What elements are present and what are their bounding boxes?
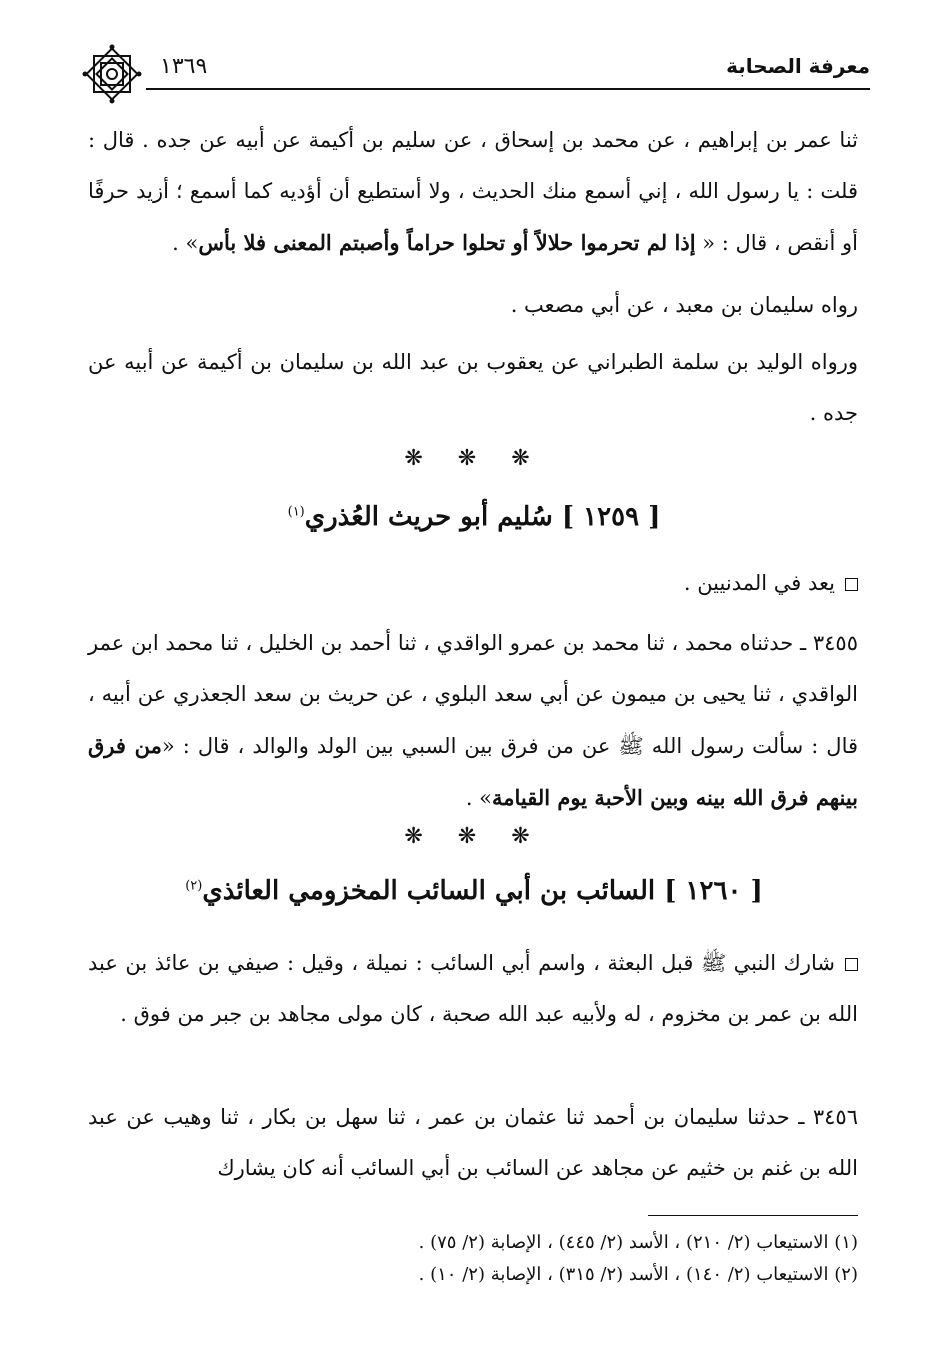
entry-note-text: شارك النبي ﷺ قبل البعثة ، واسم أبي السائب : نميلة ، وقيل : صيفي بن عائذ بن عبد الله بن عمر بن مخزوم ، له ولأبيه عبد الله صحبة ، كان مولى مجاهد بن جبر من فوق . — [88, 951, 858, 1026]
hadith-text: ٣٤٥٥ ـ حدثناه محمد ، ثنا محمد بن عمرو الواقدي ، ثنا أحمد بن الخليل ، ثنا محمد ابن عمر الواقدي ، ثنا يحيى بن ميمون عن أبي سعد البلوي ، عن حريث بن سعد الجعذري عن أبيه ، قال : سألت رسول الله ﷺ عن من فرق بين السبي بين الولد والوالد ، قال : « — [88, 631, 859, 758]
entry-title: [ ١٢٦٠ ] السائب بن أبي السائب المخزومي العائذي — [202, 876, 763, 906]
entry-note-text: يعد في المدنيين . — [683, 571, 835, 595]
running-title: معرفة الصحابة — [726, 54, 870, 78]
entry-note — [88, 938, 858, 1040]
intro-text: ثنا عمر بن إبراهيم ، عن محمد بن إسحاق ، عن سليم بن أكيمة عن أبيه عن جده . قال : قلت : يا رسول الله ، إني أسمع منك الحديث ، ولا أستطيع أن أؤديه كما أسمع ؛ أزيد حرفًا أو أنقص ، قال : « — [88, 128, 858, 255]
page-header — [80, 48, 870, 92]
ornament-icon — [80, 42, 144, 106]
entry-heading-1259 — [0, 502, 948, 532]
footnote-ref: (٢) — [185, 878, 203, 894]
intro-hadith-bold: إذا لم تحرموا حلالاً أو تحلوا حراماً وأصبتم المعنى فلا بأس — [198, 230, 696, 255]
entry-note — [88, 558, 858, 609]
entry-heading-1260 — [0, 876, 948, 906]
square-bullet-icon — [845, 578, 858, 591]
intro-paragraph — [88, 115, 858, 269]
square-bullet-icon — [845, 958, 858, 971]
entry-title: [ ١٢٥٩ ] سُليم أبو حريث العُذري — [304, 502, 661, 532]
footnote-ref: (١) — [287, 504, 305, 520]
section-separator: ❋ ❋ ❋ — [404, 824, 544, 849]
section-separator: ❋ ❋ ❋ — [404, 446, 544, 471]
intro-text-end: » . — [172, 231, 199, 255]
page-number: ١٣٦٩ — [160, 54, 208, 79]
footnote-2: (٢) الاستيعاب (٢/ ١٤٠) ، الأسد (٢/ ٣١٥) ، الإصابة (٢/ ١٠) . — [418, 1264, 858, 1285]
footnote-1: (١) الاستيعاب (٢/ ٢١٠) ، الأسد (٢/ ٤٤٥) ، الإصابة (٢/ ٧٥) . — [418, 1232, 858, 1253]
header-rule — [146, 88, 870, 90]
hadith-bold: من فرق بينهم فرق الله بينه وبين الأحبة يوم القيامة — [88, 733, 858, 810]
footnote-rule — [648, 1215, 858, 1216]
narration-note-2: ورواه الوليد بن سلمة الطبراني عن يعقوب بن عبد الله بن سليمان بن أكيمة عن أبيه عن جده . — [88, 350, 858, 425]
narration-note: رواه سليمان بن معبد ، عن أبي مصعب . — [510, 293, 858, 317]
hadith-3455 — [88, 618, 858, 824]
hadith-text-end: » . — [465, 786, 493, 810]
hadith-3456: ٣٤٥٦ ـ حدثنا سليمان بن أحمد ثنا عثمان بن عمر ، ثنا سهل بن بكار ، ثنا وهيب عن عبد الله بن غنم بن خثيم عن مجاهد عن السائب بن أبي السائب أنه كان يشارك — [88, 1105, 858, 1180]
